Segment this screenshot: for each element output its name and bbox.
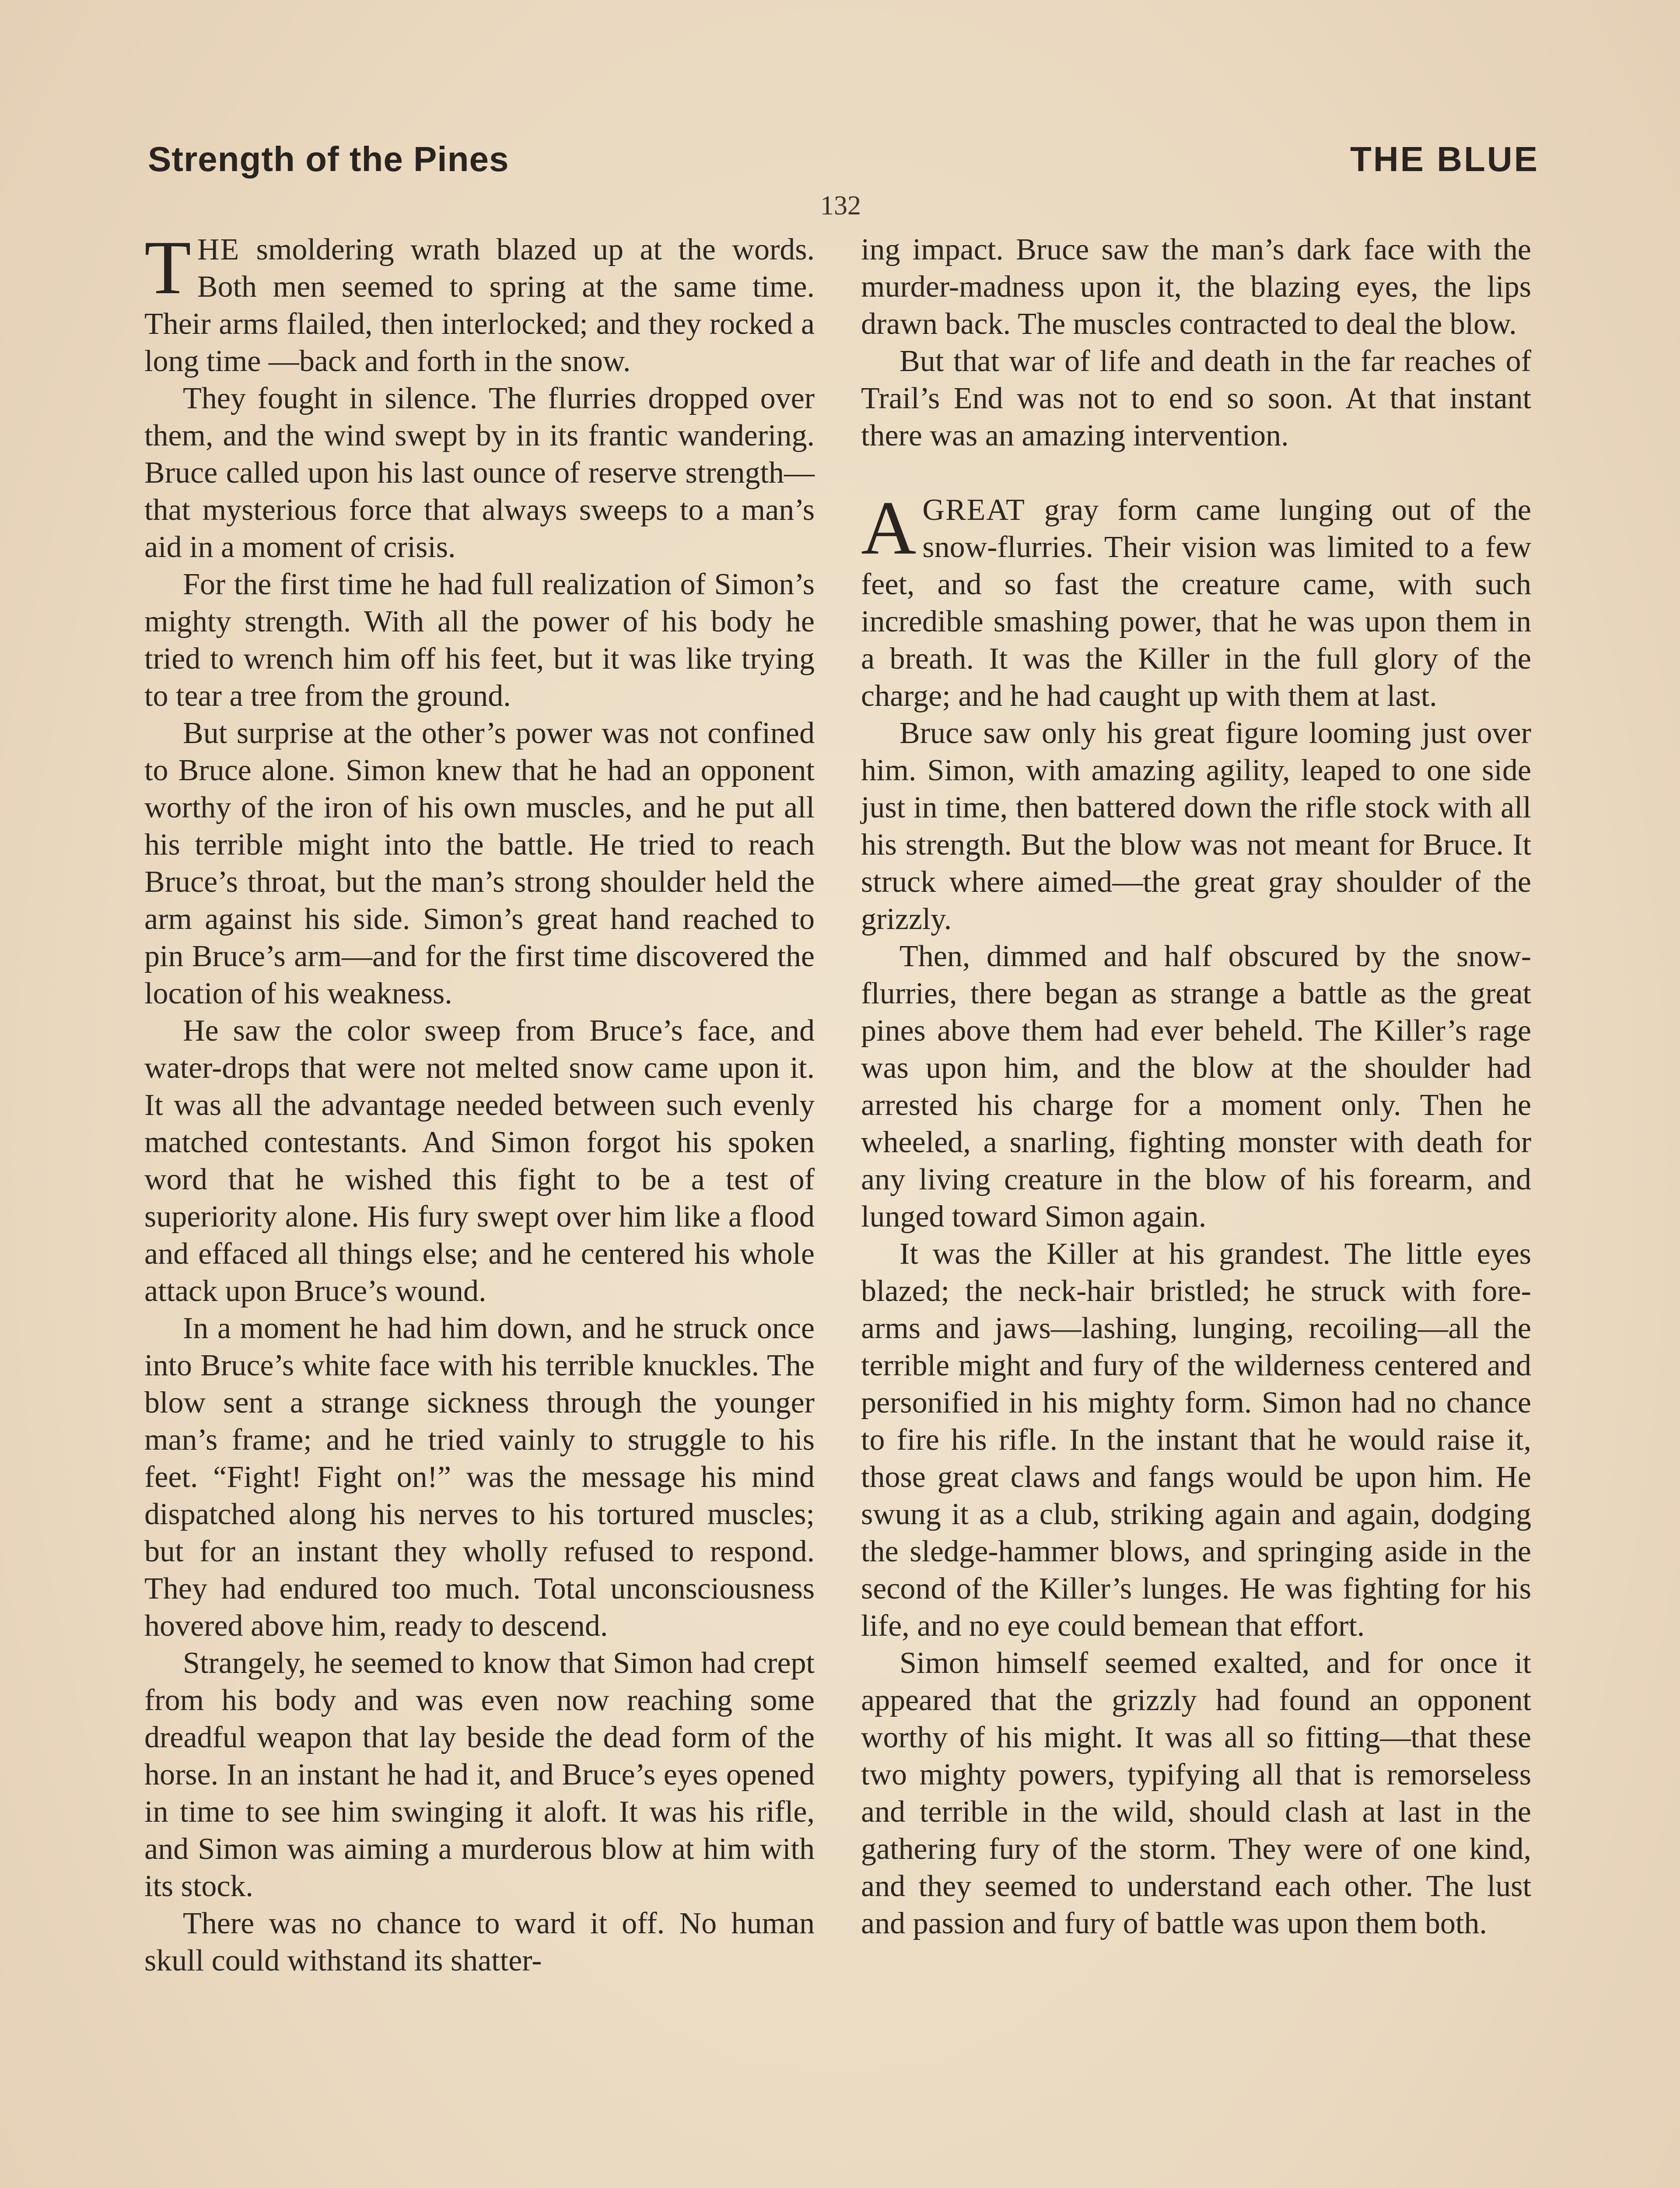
paragraph: But that war of life and death in the far reaches of Trail’s End was not to end so soon. At that instant there was an amazing intervention. bbox=[861, 344, 1531, 452]
paragraph: In a moment he had him down, and he struck once into Bruce’s white face with his terrible knuckles. The blow sent a strange sickness through the younger man’s frame; and he tried vainly to struggle to his feet. “Fight! Fight on!” was the message his mind dispatched along his nerves to his tortured muscles; but for an instant they wholly refused to respond. They had endured too much. Total unconsciousness hovered above him, ready to descend. bbox=[144, 1311, 815, 1643]
paragraph-text: smoldering wrath blazed up at the words. Both men seemed to spring at the same time. Their arms flailed, then interlocked; and they rocked a long time —back and forth in the snow. bbox=[144, 233, 815, 378]
paragraph: Bruce saw only his great figure looming just over him. Simon, with amazing agility, leaped to one side just in time, then battered down the rifle stock with all his strength. But the blow was not meant for Bruce. It struck where aimed—the great gray shoulder of the grizzly. bbox=[861, 716, 1531, 936]
paragraph: Simon himself seemed exalted, and for once it appeared that the grizzly had found an opponent worthy of his might. It was all so fitting—that these two mighty powers, typifying all that is remorseless and terrible in the wild, should clash at last in the gathering fury of the storm. They were of one kind, and they seemed to understand each other. The lust and passion and fury of battle was upon them both. bbox=[861, 1646, 1531, 1940]
paragraph: But surprise at the other’s power was not confined to Bruce alone. Simon knew that he had an opponent worthy of the iron of his own muscles, and he put all his terrible might into the battle. He tried to reach Bruce’s throat, but the man’s strong shoulder held the arm against his side. Simon’s great hand reached to pin Bruce’s arm—and for the first time discovered the location of his weakness. bbox=[144, 716, 815, 1010]
paragraph: There was no chance to ward it off. No human skull could withstand its shatter- bbox=[144, 1907, 815, 1978]
drop-cap: A bbox=[861, 485, 917, 570]
lead-in: HE bbox=[197, 233, 240, 266]
magazine-name: THE BLUE bbox=[1350, 140, 1539, 179]
paragraph bbox=[861, 485, 1531, 715]
paragraph: He saw the color sweep from Bruce’s face, and water-drops that were not melted snow came upon it. It was all the advantage needed between such evenly matched contestants. And Simon forgot his spoken word that he wished this fight to be a test of superiority alone. His fury swept over him like a flood and effaced all things else; and he centered his whole attack upon Bruce’s wound. bbox=[144, 1014, 815, 1308]
paragraph: For the first time he had full realization of Simon’s mighty strength. With all the power of his body he tried to wrench him off his feet, but it was like trying to tear a tree from the ground. bbox=[144, 568, 815, 713]
paragraph: Strangely, he seemed to know that Simon had crept from his body and was even now reaching some dreadful weapon that lay beside the dead form of the horse. In an instant he had it, and Bruce’s eyes opened in time to see him swinging it aloft. It was his rifle, and Simon was aiming a murderous blow at him with its stock. bbox=[144, 1646, 815, 1903]
drop-cap: T bbox=[144, 225, 191, 310]
left-column bbox=[144, 225, 815, 1979]
paragraph bbox=[144, 225, 815, 380]
right-column bbox=[861, 231, 1531, 1942]
paragraph: Then, dimmed and half obscured by the snow-flurries, there began as strange a battle as the great pines above them had ever beheld. The Killer’s rage was upon him, and the blow at the shoulder had arrested his charge for a moment only. Then he wheeled, a snarling, fighting monster with death for any living creature in the blow of his forearm, and lunged toward Simon again. bbox=[861, 940, 1531, 1234]
paragraph: ing impact. Bruce saw the man’s dark face with the murder-madness upon it, the blazing eyes, the lips drawn back. The muscles contracted to deal the blow. bbox=[861, 233, 1531, 341]
lead-in: GREAT bbox=[922, 493, 1026, 527]
paragraph: They fought in silence. The flurries dropped over them, and the wind swept by in its frantic wandering. Bruce called upon his last ounce of reserve strength— that mysterious force that always sweeps to a man’s aid in a moment of crisis. bbox=[144, 382, 815, 564]
paragraph-text: gray form came lunging out of the snow-flurries. Their vision was limited to a few feet, and so fast the creature came, with such incredible smashing power, that he was upon them in a breath. It was the Killer in the full glory of the charge; and he had caught up with them at last. bbox=[861, 493, 1531, 713]
page-number: 132 bbox=[820, 191, 861, 221]
paragraph: It was the Killer at his grandest. The little eyes blazed; the neck-hair bristled; he struck with fore-arms and jaws—lashing, lunging, recoiling—all the terrible might and fury of the wilderness centered and personified in his mighty form. Simon had no chance to fire his rifle. In the instant that he would raise it, those great claws and fangs would be upon him. He swung it as a club, striking again and again, dodging the sledge-hammer blows, and springing aside in the second of the Killer’s lunges. He was fighting for his life, and no eye could bemean that effort. bbox=[861, 1237, 1531, 1643]
running-title: Strength of the Pines bbox=[148, 140, 509, 179]
